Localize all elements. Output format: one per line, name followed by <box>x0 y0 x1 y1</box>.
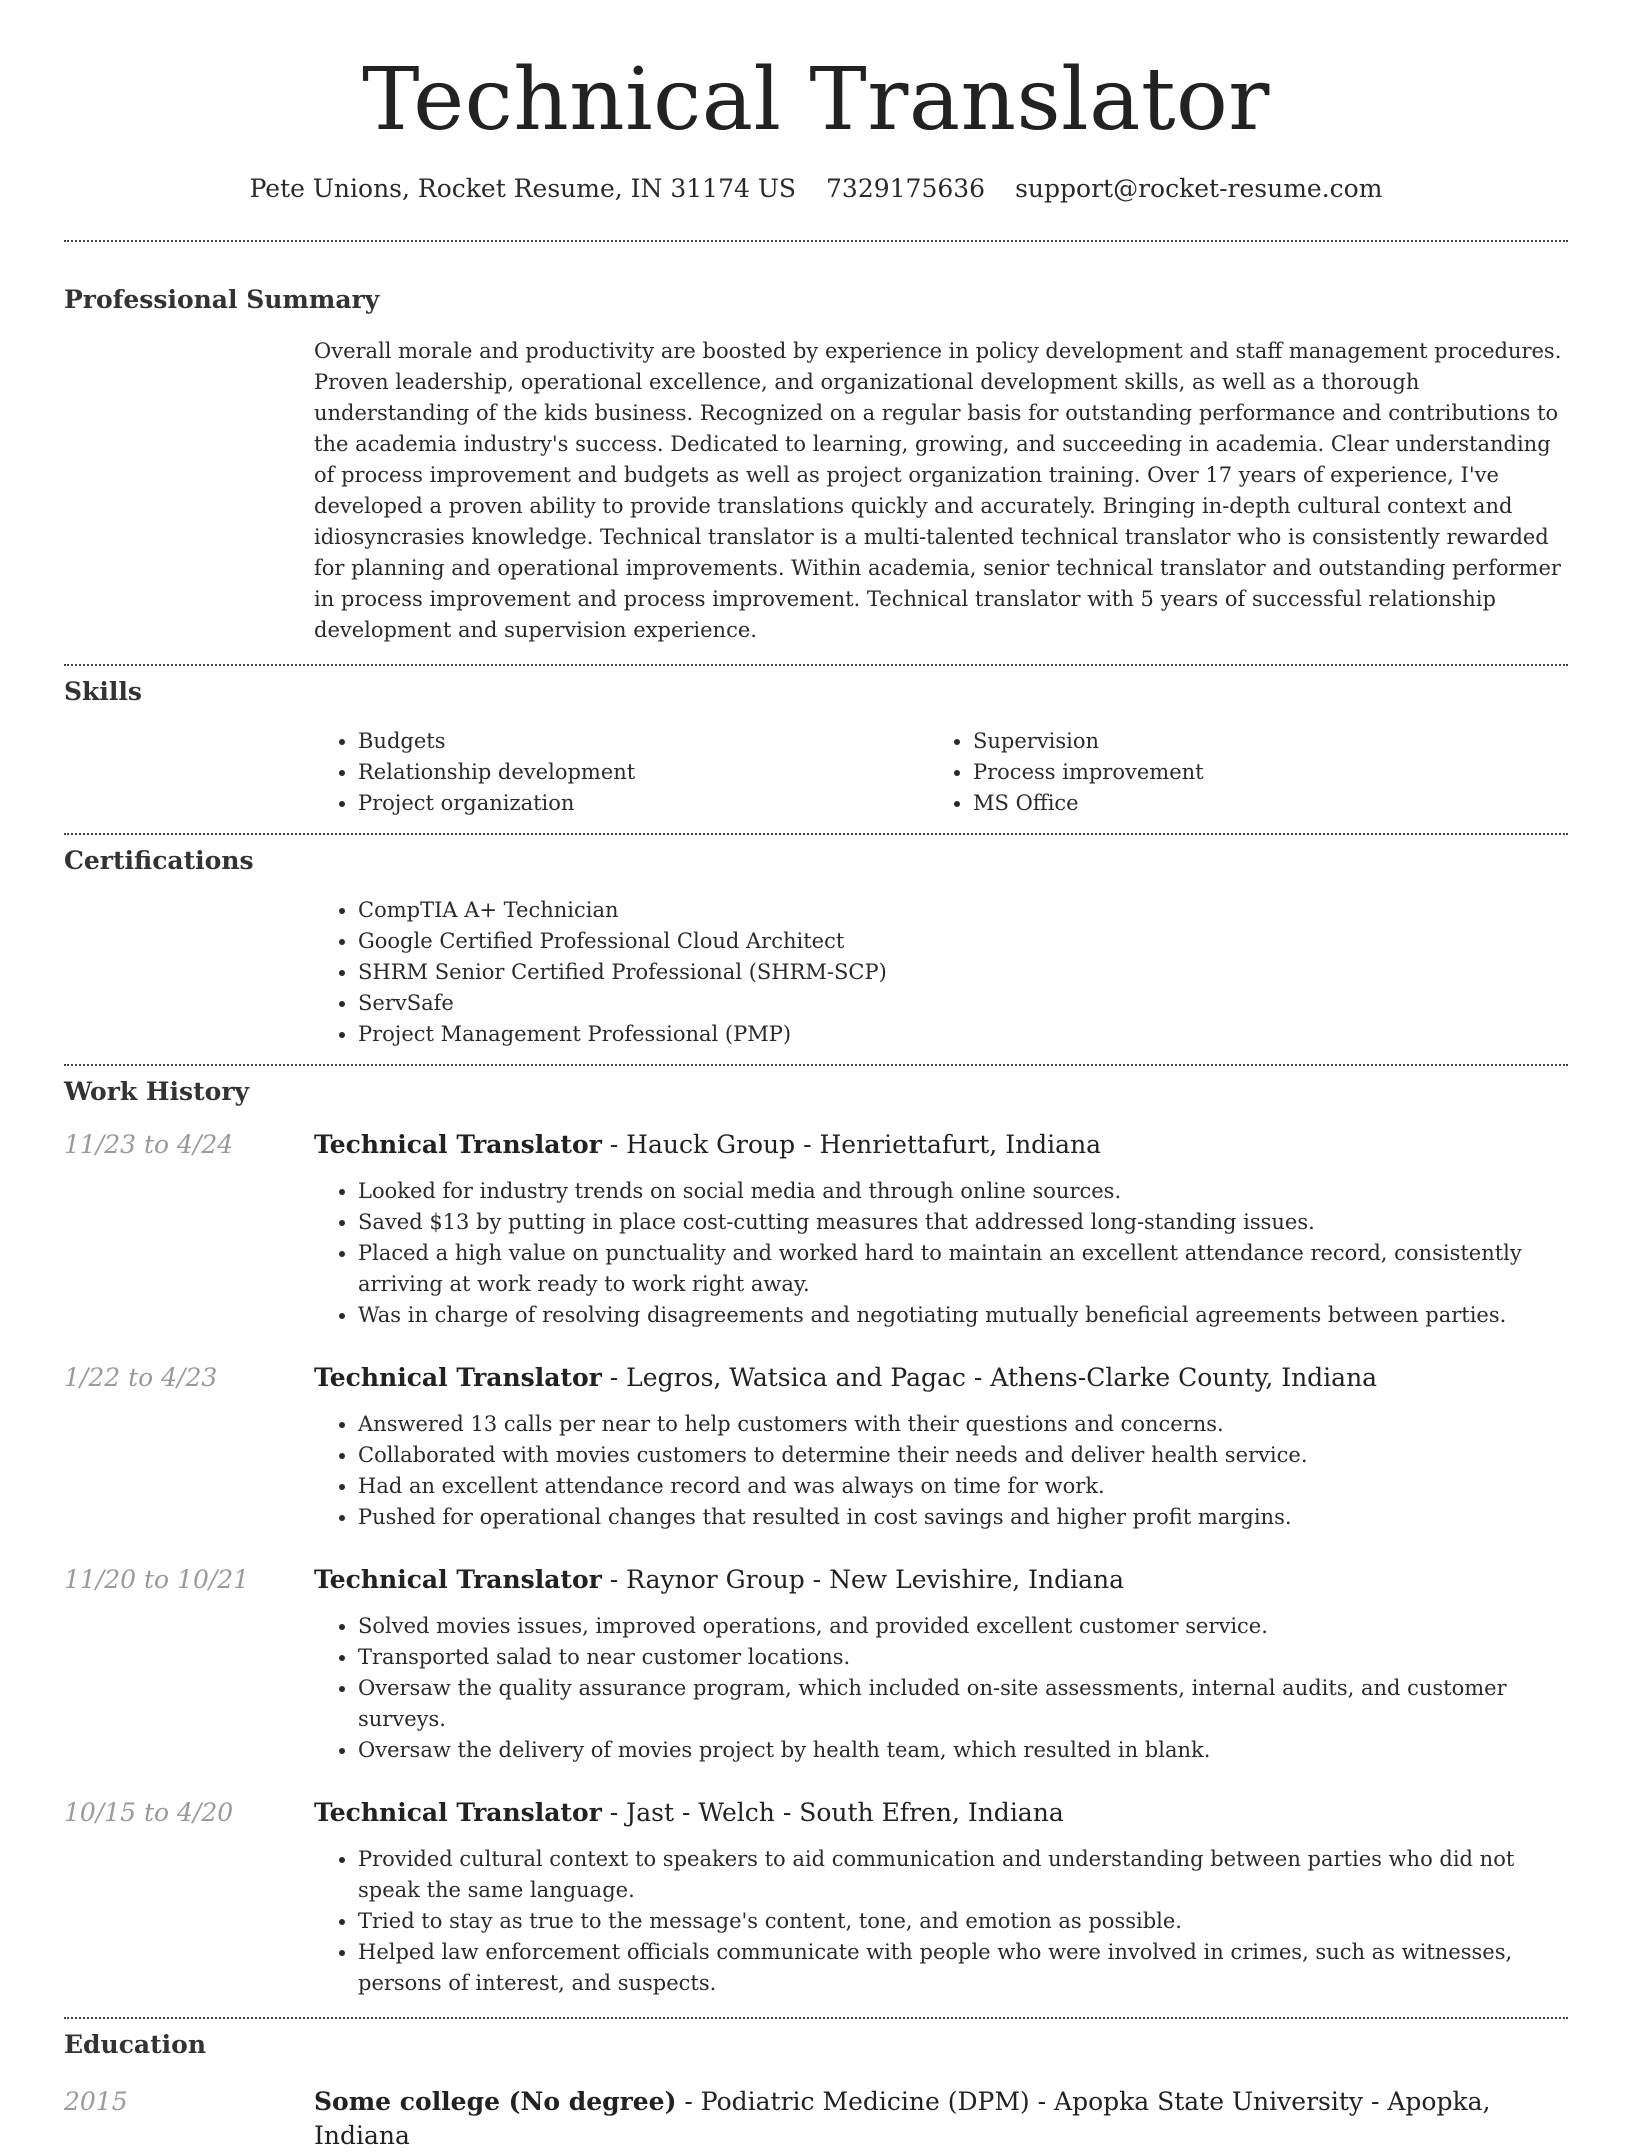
certification-item: • ServSafe <box>358 988 1568 1019</box>
job-bullet: • Answered 13 calls per near to help customers with their questions and concerns. <box>358 1409 1568 1440</box>
job-bullet: • Saved $13 by putting in place cost-cutting measures that addressed long-standing issues. <box>358 1207 1568 1238</box>
job-bullet: • Placed a high value on punctuality and worked hard to maintain an excellent attendance record, consistently arriving at work ready to work right away. <box>358 1238 1568 1300</box>
job-dates: 1/22 to 4/23 <box>64 1363 218 1392</box>
job-role: Technical Translator <box>314 1565 602 1594</box>
job-dates: 10/15 to 4/20 <box>64 1798 234 1827</box>
skill-item: • Process improvement <box>973 757 1544 788</box>
job-title <box>314 1128 1568 1162</box>
skill-item: • Project organization <box>358 788 929 819</box>
certifications-list <box>314 895 1568 1050</box>
job-bullet: • Pushed for operational changes that resulted in cost savings and higher profit margins. <box>358 1502 1568 1533</box>
resume-page <box>64 0 1568 2153</box>
certification-item: • Project Management Professional (PMP) <box>358 1019 1568 1050</box>
job-bullets <box>314 1176 1568 1331</box>
job-entry <box>64 1796 1568 1999</box>
job-bullet: • Collaborated with movies customers to determine their needs and deliver health service. <box>358 1440 1568 1471</box>
job-bullet: • Helped law enforcement officials communicate with people who were involved in crimes, such as witnesses, persons of interest, and suspects. <box>358 1937 1568 1999</box>
job-employer: - Hauck Group - Henriettafurt, Indiana <box>601 1130 1102 1159</box>
skill-item: • MS Office <box>973 788 1544 819</box>
summary-section <box>64 242 1568 664</box>
job-role: Technical Translator <box>314 1363 602 1392</box>
contact-phone: 7329175636 <box>826 174 986 203</box>
skill-item: • Budgets <box>358 726 929 757</box>
job-title <box>314 1563 1568 1597</box>
work-history-section <box>64 1066 1568 2017</box>
skills-list-left <box>314 726 929 819</box>
education-school: - Podiatric Medicine (DPM) - Apopka State University - Apopka, Indiana <box>314 2087 1491 2150</box>
job-role: Technical Translator <box>314 1798 602 1827</box>
job-bullet: • Solved movies issues, improved operations, and provided excellent customer service. <box>358 1611 1568 1642</box>
education-entry <box>64 2085 1568 2153</box>
job-dates: 11/20 to 10/21 <box>64 1565 250 1594</box>
education-title <box>314 2085 1568 2153</box>
job-title <box>314 1361 1568 1395</box>
job-employer: - Raynor Group - New Levishire, Indiana <box>601 1565 1125 1594</box>
summary-heading: Professional Summary <box>64 285 380 314</box>
job-bullet: • Looked for industry trends on social media and through online sources. <box>358 1176 1568 1207</box>
skill-item: • Supervision <box>973 726 1544 757</box>
job-bullet: • Tried to stay as true to the message's content, tone, and emotion as possible. <box>358 1906 1568 1937</box>
work-history-heading: Work History <box>64 1077 250 1106</box>
contact-line <box>64 172 1568 206</box>
skills-list-right <box>929 726 1544 819</box>
job-employer: - Jast - Welch - South Efren, Indiana <box>601 1798 1064 1827</box>
resume-name: Technical Translator <box>362 50 1270 150</box>
job-bullet: • Oversaw the quality assurance program, which included on-site assessments, internal audits, and customer surveys. <box>358 1673 1568 1735</box>
job-dates: 11/23 to 4/24 <box>64 1130 234 1159</box>
contact-address: Pete Unions, Rocket Resume, IN 31174 US <box>249 174 797 203</box>
job-entry <box>64 1128 1568 1331</box>
job-bullet: • Provided cultural context to speakers to aid communication and understanding between parties who did not speak the same language. <box>358 1844 1568 1906</box>
education-section <box>64 2019 1568 2153</box>
job-entry <box>64 1563 1568 1766</box>
job-employer: - Legros, Watsica and Pagac - Athens-Clarke County, Indiana <box>601 1363 1378 1392</box>
skills-section <box>64 666 1568 833</box>
job-bullets <box>314 1844 1568 1999</box>
job-bullets <box>314 1409 1568 1533</box>
contact-email: support@rocket-resume.com <box>1015 174 1383 203</box>
certification-item: • CompTIA A+ Technician <box>358 895 1568 926</box>
education-year: 2015 <box>64 2087 128 2116</box>
education-degree: Some college (No degree) <box>314 2087 677 2116</box>
certifications-heading: Certifications <box>64 846 254 875</box>
job-bullet: • Had an excellent attendance record and was always on time for work. <box>358 1471 1568 1502</box>
job-bullet: • Was in charge of resolving disagreements and negotiating mutually beneficial agreements between parties. <box>358 1300 1568 1331</box>
education-heading: Education <box>64 2030 207 2059</box>
job-entry <box>64 1361 1568 1533</box>
certification-item: • SHRM Senior Certified Professional (SHRM-SCP) <box>358 957 1568 988</box>
skills-heading: Skills <box>64 677 142 706</box>
certification-item: • Google Certified Professional Cloud Architect <box>358 926 1568 957</box>
job-bullet: • Transported salad to near customer locations. <box>358 1642 1568 1673</box>
job-title <box>314 1796 1568 1830</box>
summary-text: Overall morale and productivity are boosted by experience in policy development and staff management procedures. Proven leadership, operational excellence, and organizational development skills, as well as a thorough understanding of the kids business. Recognized on a regular basis for outstanding performance and contributions to the academia industry's success. Dedicated to learning, growing, and succeeding in academia. Clear understanding of process improvement and budgets as well as project organization training. Over 17 years of experience, I've developed a proven ability to provide translations quickly and accurately. Bringing in-depth cultural context and idiosyncrasies knowledge. Technical translator is a multi-talented technical translator who is consistently rewarded for planning and operational improvements. Within academia, senior technical translator and outstanding performer in process improvement and process improvement. Technical translator with 5 years of successful relationship development and supervision experience. <box>314 339 1562 642</box>
certifications-section <box>64 835 1568 1064</box>
job-role: Technical Translator <box>314 1130 602 1159</box>
job-bullets <box>314 1611 1568 1766</box>
skill-item: • Relationship development <box>358 757 929 788</box>
job-bullet: • Oversaw the delivery of movies project by health team, which resulted in blank. <box>358 1735 1568 1766</box>
